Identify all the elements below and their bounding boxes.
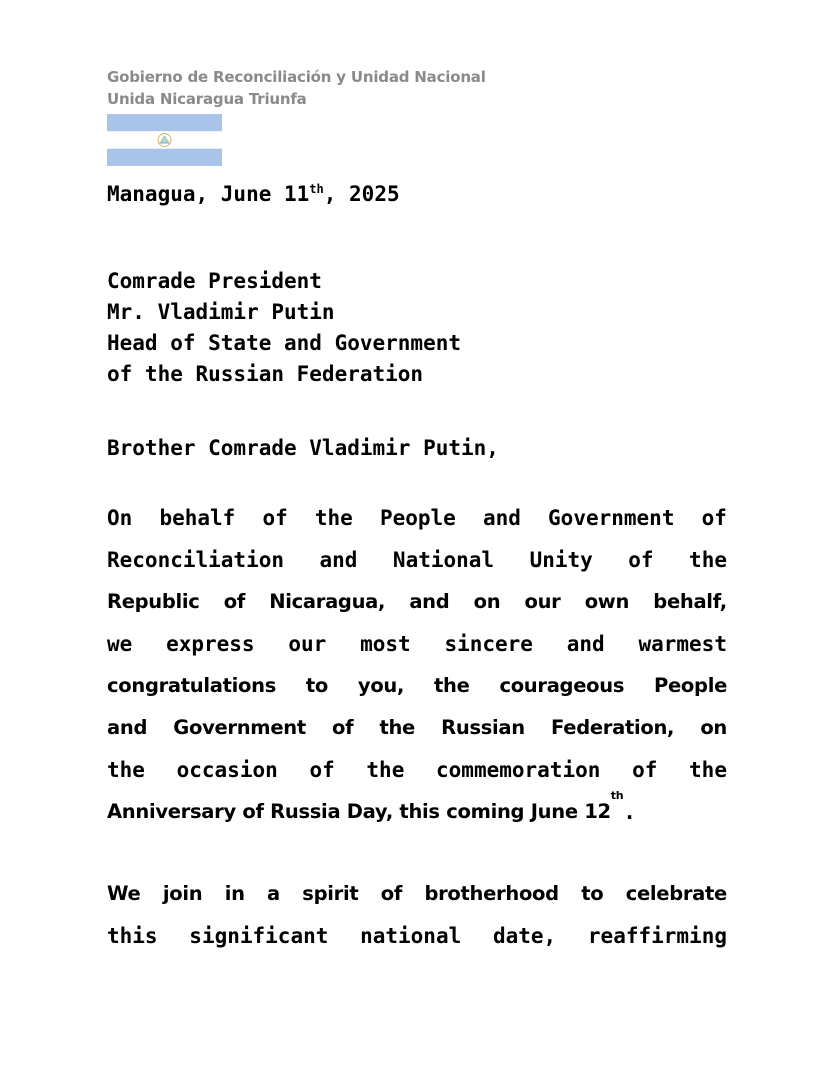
word: this [107,924,158,948]
word: a [267,882,280,905]
word: Republic [107,590,200,613]
word: you, [357,674,405,697]
date-year: , 2025 [323,182,400,206]
word: occasion [176,758,278,782]
date-prefix: Managua, June 11 [107,182,310,206]
word: behalf, [653,590,727,613]
letterhead [107,66,486,110]
word: Unity [529,548,593,572]
word: our [524,590,561,613]
word: most [360,632,411,656]
paragraph-line [107,628,727,670]
word: significant [189,924,329,948]
word: National [392,548,495,572]
letterhead-slogan: Unida Nicaragua Triunfa [107,90,307,108]
word: Federation, [551,716,675,739]
word: and [319,548,358,572]
word: the [107,758,145,782]
word: Russian [441,716,525,739]
word: brotherhood [424,882,559,905]
word: Government [173,716,306,739]
word: Government [548,506,675,530]
word: the [434,674,470,697]
letter-date [107,180,400,208]
word: on [473,590,501,613]
addressee-line-1: Comrade President [107,269,322,293]
word: express [166,632,255,656]
word: of [628,548,654,572]
word: courageous [499,674,625,697]
word: of [380,882,403,905]
word: and [566,632,605,656]
word: People [379,506,456,530]
word: of [701,506,727,530]
word: our [288,632,327,656]
addressee-block [107,266,461,390]
paragraph-line [107,754,727,796]
paragraph-line [107,712,727,754]
paragraph-line [107,920,727,962]
word: of [632,758,658,782]
word: spirit [302,882,359,905]
word: own [584,590,630,613]
sentence-end: . [623,800,636,824]
ordinal-suffix: th [610,789,624,802]
paragraph-line [107,670,727,712]
paragraph-line [107,586,727,628]
addressee-line-4: of the Russian Federation [107,362,424,386]
word: sincere [444,632,533,656]
word: national [360,924,462,948]
word: warmest [638,632,727,656]
word: we [107,632,133,656]
last-line-text: Anniversary of Russia Day, this coming June 12 [107,800,611,823]
word: On [107,506,133,530]
word: on [700,716,727,739]
word: We [107,882,141,905]
word: and [107,716,148,739]
word: the [379,716,415,739]
word: the [689,758,727,782]
paragraph-line [107,502,727,544]
word: of [223,590,246,613]
body-paragraph-1 [107,502,727,838]
body-paragraph-2 [107,878,727,962]
word: congratulations [107,674,277,697]
word: reaffirming [587,924,727,948]
letterhead-government-name: Gobierno de Reconciliación y Unidad Nacional [107,68,486,86]
paragraph-line [107,544,727,586]
word: commemoration [436,758,601,782]
word: join [162,882,203,905]
word: of [309,758,335,782]
date-ordinal-suffix: th [309,182,324,196]
word: of [332,716,354,739]
word: the [689,548,727,572]
paragraph-line [107,878,727,920]
word: behalf [159,506,236,530]
word: Nicaragua, [269,590,386,613]
word: in [224,882,245,905]
addressee-line-2: Mr. Vladimir Putin [107,300,335,324]
word: and [409,590,450,613]
salutation: Brother Comrade Vladimir Putin, [107,436,499,460]
word: and [482,506,521,530]
word: to [305,674,329,697]
nicaragua-flag-icon [107,114,222,166]
paragraph-line [107,789,727,838]
word: celebrate [625,882,727,905]
word: Reconciliation [107,548,285,572]
word: the [314,506,353,530]
word: the [366,758,405,782]
word: to [581,882,604,905]
word: of [262,506,288,530]
addressee-line-3: Head of State and Government [107,331,462,355]
word: People [654,674,727,697]
word: date, [492,924,557,948]
